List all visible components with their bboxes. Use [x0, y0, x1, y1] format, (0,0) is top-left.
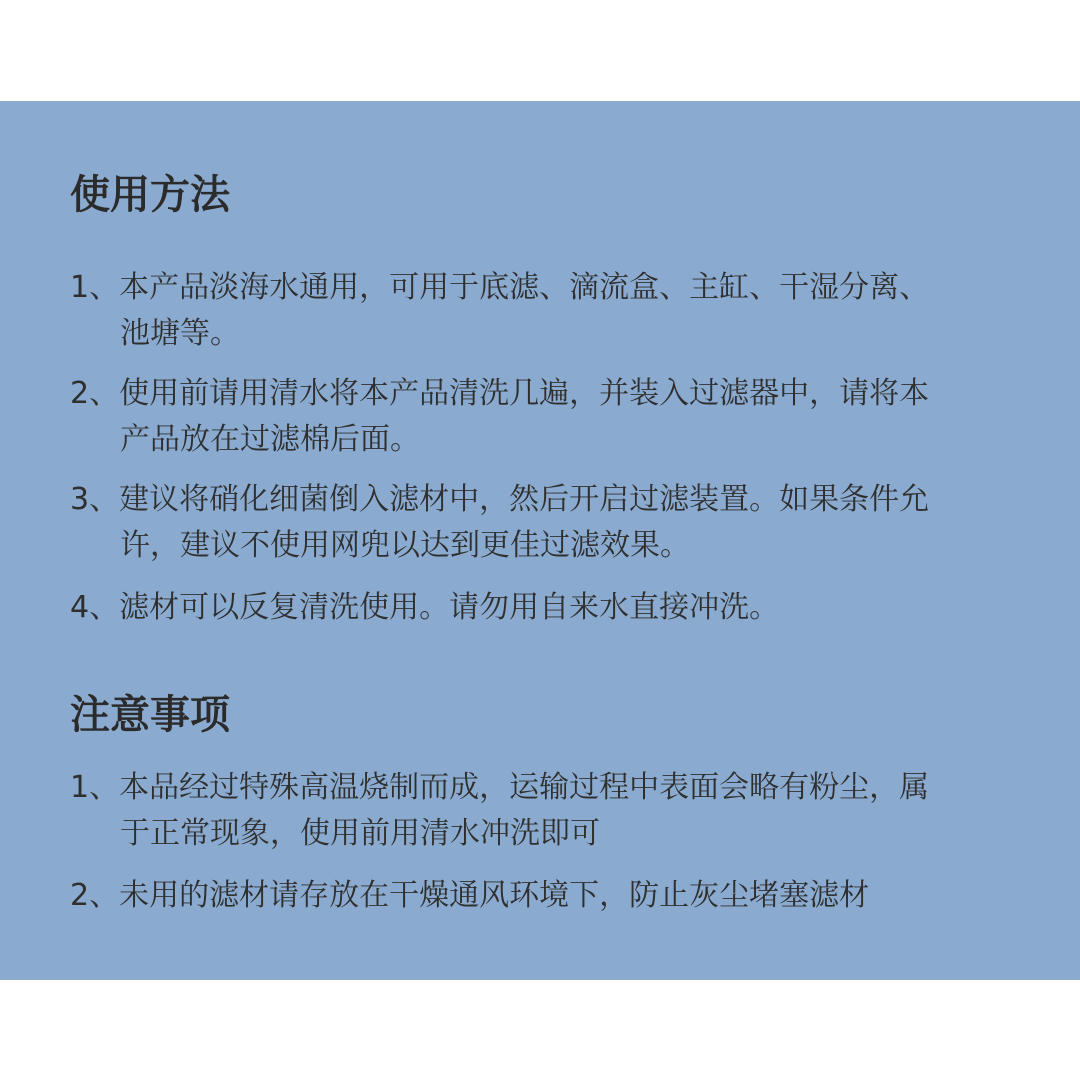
usage-item-2-line-1: 2、使用前请用清水将本产品清洗几遍，并装入过滤器中，请将本 — [70, 376, 930, 411]
notes-item-1 — [70, 765, 1030, 857]
notes-title: 注意事项 — [70, 692, 230, 738]
usage-item-1 — [70, 265, 1030, 357]
usage-item-4 — [70, 585, 1030, 631]
usage-item-2-line-2: 产品放在过滤棉后面。 — [120, 422, 420, 457]
usage-item-4-line-1: 4、滤材可以反复清洗使用。请勿用自来水直接冲洗。 — [70, 590, 780, 625]
usage-item-2 — [70, 371, 1030, 463]
notes-item-1-line-2: 于正常现象，使用前用清水冲洗即可 — [120, 816, 600, 851]
usage-title: 使用方法 — [70, 172, 230, 218]
content-panel — [0, 101, 1080, 980]
notes-item-2 — [70, 873, 1030, 919]
usage-item-3-line-2: 许，建议不使用网兜以达到更佳过滤效果。 — [120, 528, 690, 563]
usage-item-3 — [70, 477, 1030, 569]
notes-item-2-line-1: 2、未用的滤材请存放在干燥通风环境下，防止灰尘堵塞滤材 — [70, 878, 870, 913]
usage-item-3-line-1: 3、建议将硝化细菌倒入滤材中，然后开启过滤装置。如果条件允 — [70, 482, 930, 517]
usage-item-1-line-1: 1、本产品淡海水通用，可用于底滤、滴流盒、主缸、干湿分离、 — [70, 270, 930, 305]
notes-item-1-line-1: 1、本品经过特殊高温烧制而成，运输过程中表面会略有粉尘，属 — [70, 770, 930, 805]
usage-item-1-line-2: 池塘等。 — [120, 316, 240, 351]
